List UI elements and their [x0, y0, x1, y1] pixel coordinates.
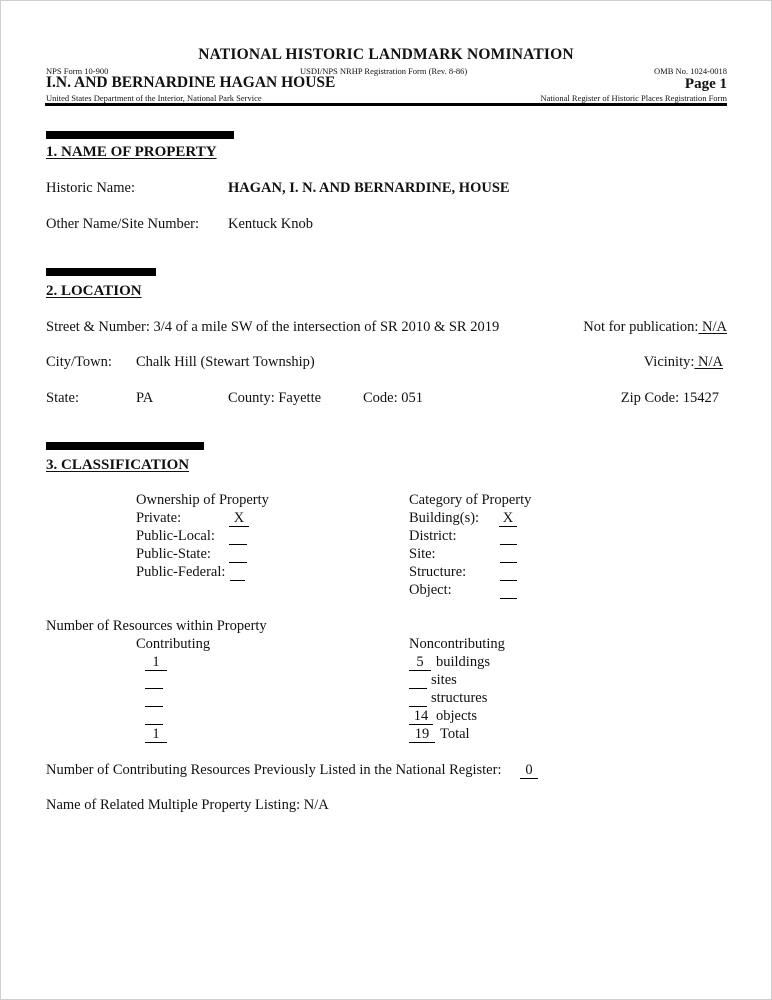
- agency-line: United States Department of the Interior, National Park Service: [46, 93, 262, 103]
- omb-number: OMB No. 1024-0018: [654, 66, 727, 76]
- page-number: Page 1: [684, 76, 727, 92]
- vicinity-value: N/A: [694, 354, 723, 370]
- form-name: USDI/NPS NRHP Registration Form (Rev. 8-86): [300, 66, 468, 76]
- category-district-blank: [500, 544, 517, 545]
- contributing-objects-blank: [145, 724, 163, 725]
- city-value: Chalk Hill (Stewart Township): [136, 354, 315, 370]
- historic-name-value: HAGAN, I. N. AND BERNARDINE, HOUSE: [228, 180, 510, 196]
- ownership-private-value: X: [233, 510, 245, 526]
- category-object-blank: [500, 598, 517, 599]
- contributing-buildings-value: 1: [152, 654, 160, 670]
- ownership-heading: Ownership of Property: [136, 492, 269, 508]
- code: Code: 051: [363, 390, 424, 406]
- header-rule: [45, 103, 727, 106]
- nfp-value: N/A: [698, 319, 727, 335]
- noncontributing-heading: Noncontributing: [409, 636, 505, 652]
- previously-listed-value: 0: [525, 762, 533, 778]
- noncontrib-total-label: Total: [440, 726, 470, 742]
- ownership-state-label: Public-State:: [136, 546, 211, 562]
- ownership-local-blank: [229, 544, 247, 545]
- category-building-value: X: [502, 510, 514, 526]
- previously-listed-label: Number of Contributing Resources Previously Listed in the National Register:: [46, 762, 502, 778]
- noncontrib-objects-blank: [409, 724, 433, 725]
- category-site-blank: [500, 562, 517, 563]
- resources-heading: Number of Resources within Property: [46, 618, 267, 634]
- ownership-federal-label: Public-Federal:: [136, 564, 226, 580]
- category-structure-label: Structure:: [409, 564, 467, 580]
- form-title: NATIONAL HISTORIC LANDMARK NOMINATION: [198, 46, 574, 63]
- ownership-federal-blank: [230, 580, 245, 581]
- previously-listed-blank: [520, 778, 538, 779]
- ownership-private-label: Private:: [136, 510, 182, 526]
- contributing-heading: Contributing: [136, 636, 211, 652]
- category-site-label: Site:: [409, 546, 436, 562]
- noncontrib-objects-label: objects: [436, 708, 478, 724]
- contributing-total-value: 1: [152, 726, 160, 742]
- section-3-bar: [46, 442, 204, 450]
- other-name-value: Kentuck Knob: [228, 216, 313, 232]
- noncontrib-structures-label: structures: [431, 690, 488, 706]
- contributing-structures-blank: [145, 706, 163, 707]
- contributing-sites-blank: [145, 688, 163, 689]
- city-label: City/Town:: [46, 354, 112, 370]
- noncontrib-buildings-blank: [409, 670, 431, 671]
- category-structure-blank: [500, 580, 517, 581]
- category-district-label: District:: [409, 528, 457, 544]
- state-value: PA: [136, 390, 154, 406]
- state-label: State:: [46, 390, 80, 406]
- section-1-heading: 1. NAME OF PROPERTY: [46, 144, 217, 160]
- contributing-total-blank: [145, 742, 167, 743]
- noncontrib-total-blank: [409, 742, 435, 743]
- not-for-publication: [583, 319, 727, 336]
- historic-name-label: Historic Name:: [46, 180, 135, 196]
- county: County: Fayette: [228, 390, 322, 406]
- register-line: National Register of Historic Places Registration Form: [540, 93, 727, 103]
- vicinity-label: Vicinity:: [643, 354, 695, 370]
- noncontrib-objects-count: 14: [413, 708, 429, 724]
- vicinity: [644, 354, 723, 371]
- ownership-private-blank: [229, 526, 249, 527]
- section-2-bar: [46, 268, 156, 276]
- noncontrib-buildings-label: buildings: [436, 654, 490, 670]
- street-number: Street & Number: 3/4 of a mile SW of the intersection of SR 2010 & SR 2019: [46, 319, 500, 335]
- ownership-state-blank: [229, 562, 247, 563]
- noncontrib-sites-label: sites: [431, 672, 457, 688]
- section-3-heading: 3. CLASSIFICATION: [46, 457, 190, 473]
- zip-code: Zip Code: 15427: [620, 390, 719, 406]
- category-heading: Category of Property: [409, 492, 532, 508]
- noncontrib-total-count: 19: [414, 726, 430, 742]
- section-2-heading: 2. LOCATION: [46, 283, 142, 299]
- section-1-bar: [46, 131, 234, 139]
- other-name-label: Other Name/Site Number:: [46, 216, 200, 232]
- multiple-property-listing: Name of Related Multiple Property Listing: N/A: [46, 797, 329, 813]
- category-building-blank: [499, 526, 517, 527]
- property-header: I.N. AND BERNARDINE HAGAN HOUSE: [46, 74, 336, 91]
- category-building-label: Building(s):: [409, 510, 480, 526]
- contributing-buildings-blank: [145, 670, 167, 671]
- ownership-local-label: Public-Local:: [136, 528, 215, 544]
- noncontrib-sites-blank: [409, 688, 427, 689]
- category-object-label: Object:: [409, 582, 452, 598]
- nfp-label: Not for publication:: [583, 319, 699, 335]
- noncontrib-structures-blank: [409, 706, 427, 707]
- noncontrib-buildings-count: 5: [416, 654, 424, 670]
- form-number: NPS Form 10-900: [46, 66, 109, 76]
